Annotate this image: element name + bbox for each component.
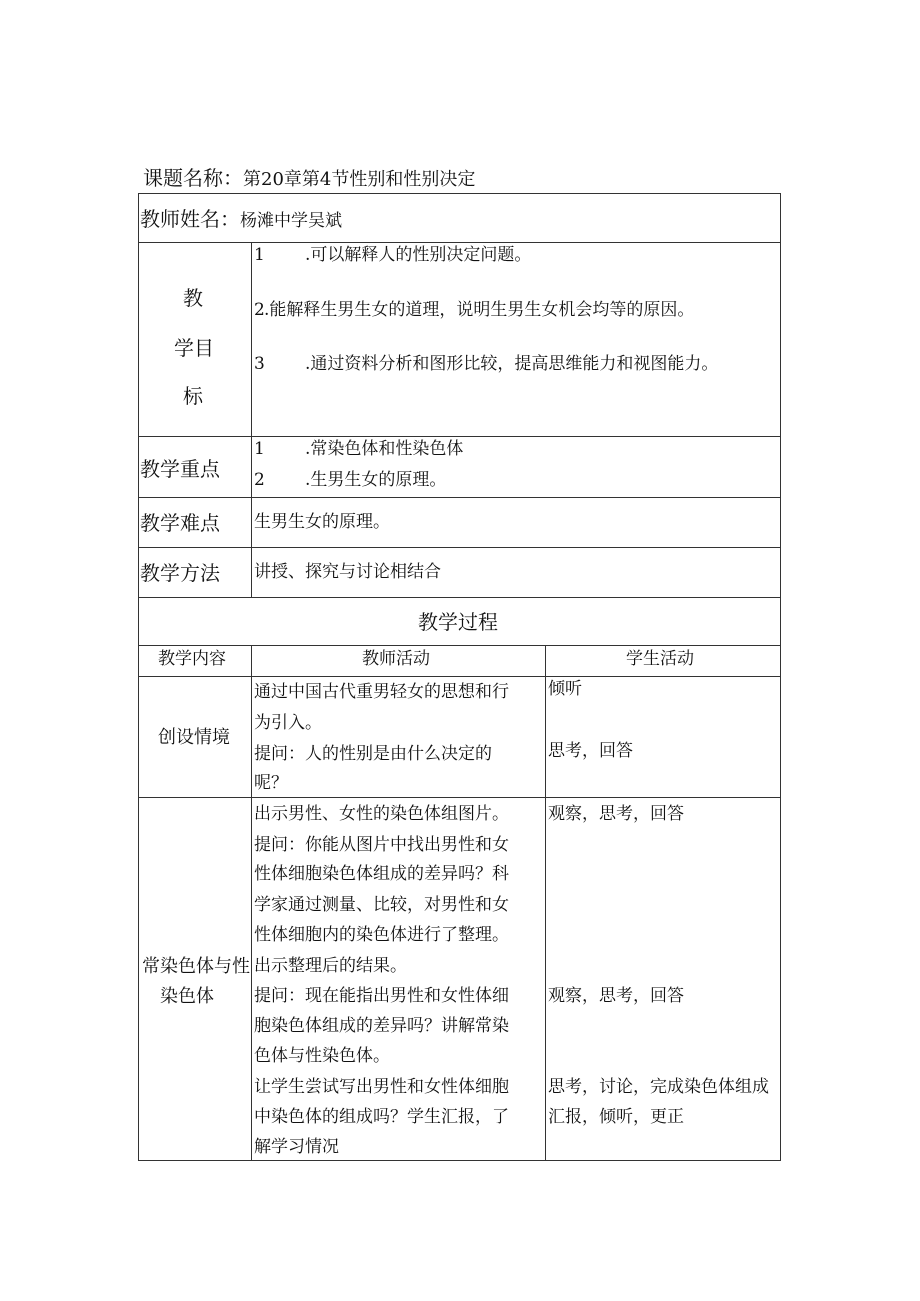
header-student: 学生活动 <box>626 649 694 669</box>
key-points-label: 教学重点 <box>140 457 220 481</box>
row1-teacher-line: 为引入。 <box>254 713 322 733</box>
header-content: 教学内容 <box>158 649 226 669</box>
teacher-name-value: 杨滩中学吴斌 <box>240 211 342 231</box>
row2-teacher-line: 学家通过测量、比较，对男性和女 <box>254 895 509 915</box>
process-title: 教学过程 <box>418 610 498 634</box>
objectives-label-3: 标 <box>183 384 203 408</box>
objective-3-num: 3 <box>254 354 265 374</box>
lesson-title <box>143 168 475 189</box>
lesson-title-value: 第20章第4节性别和性别决定 <box>243 169 476 190</box>
key-point-2-num: 2 <box>254 470 265 490</box>
row2-content-line: 染色体 <box>160 986 214 1007</box>
row1-teacher-line: 通过中国古代重男轻女的思想和行 <box>254 682 509 702</box>
row1-student-line: 思考，回答 <box>548 741 633 761</box>
lesson-title-label: 课题名称 <box>143 166 223 190</box>
row2-teacher-line: 出示整理后的结果。 <box>254 956 407 976</box>
objective-3-text: .通过资料分析和图形比较，提高思维能力和视图能力。 <box>305 354 719 374</box>
row2-student-line: 思考，讨论，完成染色体组成 <box>548 1077 769 1097</box>
objectives-label-1: 教 <box>183 286 203 310</box>
row2-student-line: 汇报，倾听，更正 <box>548 1107 684 1127</box>
row1-content: 创设情境 <box>158 727 230 748</box>
row2-teacher-line: 胞染色体组成的差异吗？讲解常染 <box>254 1016 509 1036</box>
teacher-name <box>140 209 342 230</box>
objective-2-text: .能解释生男生女的道理，说明生男生女机会均等的原因。 <box>264 300 695 320</box>
row2-content-line: 常染色体与性 <box>142 956 250 977</box>
row2-teacher-line: 解学习情况 <box>254 1137 339 1157</box>
key-point-1-text: .常染色体和性染色体 <box>305 439 464 459</box>
row2-teacher-line: 提问：现在能指出男性和女性体细 <box>254 986 509 1006</box>
difficulty-label: 教学难点 <box>140 511 220 535</box>
objective-2-num: 2 <box>254 300 265 320</box>
lesson-title-colon: ： <box>223 166 243 190</box>
row1-teacher-line: 提问：人的性别是由什么决定的 <box>254 744 492 764</box>
header-teacher: 教师活动 <box>362 649 430 669</box>
row2-student-line: 观察，思考，回答 <box>548 986 684 1006</box>
objectives-label-2: 学目 <box>174 336 214 360</box>
row1-teacher-line: 呢？ <box>254 773 288 793</box>
row2-teacher-line: 提问：你能从图片中找出男性和女 <box>254 835 509 855</box>
teacher-name-colon: ： <box>220 207 240 231</box>
key-point-2-text: .生男生女的原理。 <box>305 470 447 490</box>
row2-teacher-line: 中染色体的组成吗？学生汇报，了 <box>254 1107 509 1127</box>
difficulty-value: 生男生女的原理。 <box>254 512 390 532</box>
row2-teacher-line: 出示男性、女性的染色体组图片。 <box>254 804 509 824</box>
row2-teacher-line: 性体细胞染色体组成的差异吗？科 <box>254 864 509 884</box>
objective-1-num: 1 <box>254 245 265 265</box>
key-point-1-num: 1 <box>254 439 265 459</box>
row1-student-line: 倾听 <box>548 679 582 699</box>
row2-student-line: 观察，思考，回答 <box>548 804 684 824</box>
teacher-name-label: 教师姓名 <box>140 207 220 231</box>
objective-1-text: .可以解释人的性别决定问题。 <box>305 245 532 265</box>
row2-teacher-line: 性体细胞内的染色体进行了整理。 <box>254 925 509 945</box>
method-label: 教学方法 <box>140 561 220 585</box>
row2-teacher-line: 色体与性染色体。 <box>254 1046 390 1066</box>
method-value: 讲授、探究与讨论相结合 <box>254 562 441 582</box>
row2-teacher-line: 让学生尝试写出男性和女性体细胞 <box>254 1077 509 1097</box>
